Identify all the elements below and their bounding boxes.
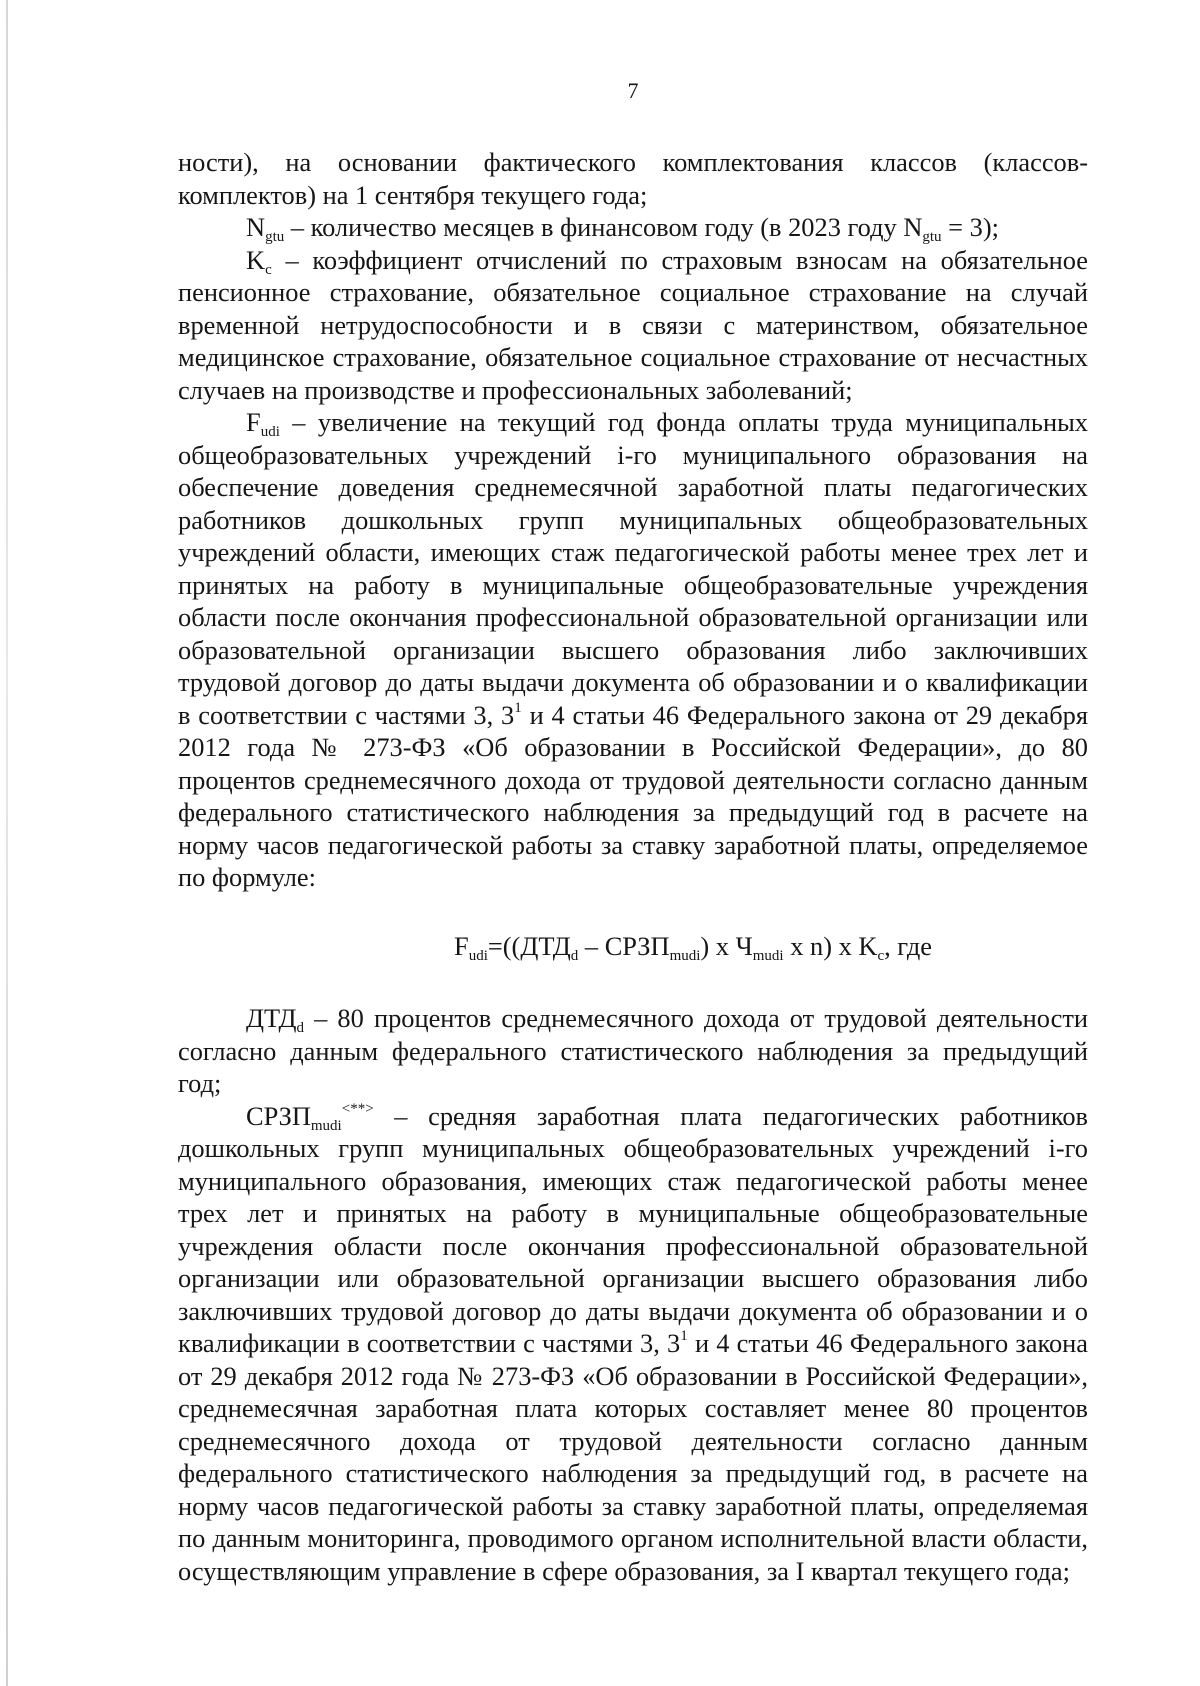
paragraph-continuation: ности), на основании фактического комплектования классов (классов-комплектов) на 1 сентября текущего года; <box>178 147 1088 210</box>
subscript: с <box>877 947 885 964</box>
formula-part: =((ДТД <box>487 930 571 961</box>
paragraph-srzp <box>178 1100 1088 1588</box>
subscript: gtu <box>922 229 942 245</box>
subscript: udi <box>468 947 488 964</box>
subscript: mudi <box>310 1117 342 1134</box>
paragraph-ngtu <box>178 211 1088 244</box>
definition-text: – коэффициент отчислений по страховым взносам на обязательное пенсионное страхование, обязательное социальное страхование на случай временной нетрудоспособности и в связи с материнством, обязательное медицинское страхование, обязательное социальное страхование от несчастных случаев на производстве и профессиональных заболеваний; <box>178 244 1088 405</box>
definition-text: – средняя заработная плата педагогических работников дошкольных групп муниципальных общеобразовательных учреждений i-го муниципального образования, имеющих стаж педагогической работы менее трех лет и принятых на работу в муниципальные общеобразовательные учреждения области после окончания профессиональной образовательной организации или образовательной организации высшего образования либо заключивших трудовой договор до даты выдачи документа об образовании и о квалификации в соответствии с частями 3, 3 <box>178 1100 1088 1358</box>
subscript: mudi <box>752 947 784 964</box>
scan-edge <box>6 0 8 1686</box>
formula-part: х n) х K <box>783 930 878 961</box>
definition-text: – увеличение на текущий год фонда оплаты труда муниципальных общеобразовательных учреждений i-го муниципального образования на обеспечение доведения среднемесячной заработной платы педагогических работников дошкольных групп муниципальных общеобразовательных учреждений области, имеющих стаж педагогической работы менее трех лет и принятых на работу в муниципальные общеобразовательные учреждения области после окончания профессиональной образовательной организации или образовательной организации высшего образования либо заключивших трудовой договор до даты выдачи документа об образовании и о квалификации в соответствии с частями 3, 3 <box>178 407 1088 730</box>
paragraph-fudi <box>178 406 1088 894</box>
document-body <box>178 146 1088 1587</box>
superscript: 1 <box>514 699 522 716</box>
formula-part: ) х Ч <box>700 930 753 961</box>
subscript: с <box>265 261 272 278</box>
formula <box>178 930 1088 963</box>
formula-part: – СРЗП <box>578 930 670 961</box>
formula-part: F <box>454 930 469 961</box>
superscript: 1 <box>680 1328 688 1344</box>
paragraph-dtd <box>178 1002 1088 1100</box>
subscript: d <box>570 947 579 964</box>
subscript: udi <box>260 424 280 440</box>
definition-text: – 80 процентов среднемесячного дохода от трудовой деятельности согласно данным федерального статистического наблюдения за предыдущий год; <box>178 1003 1088 1098</box>
symbol-srzp: СРЗП <box>246 1100 311 1131</box>
definition-text: = 3); <box>941 212 999 242</box>
symbol-dtd: ДТД <box>246 1003 297 1033</box>
symbol-ngtu: N <box>246 212 266 242</box>
definition-text: и 4 статьи 46 Федерального закона от 29 декабря 2012 года № 273-ФЗ «Об образовании в Российской Федерации», до 80 процентов среднемесячного дохода от трудовой деятельности согласно данным федерального статистического наблюдения за предыдущий год в расчете на норму часов педагогической работы за ставку заработной платы, определяемое по формуле: <box>178 699 1088 892</box>
page-number: 7 <box>627 78 639 103</box>
subscript: d <box>296 1020 304 1036</box>
definition-text: и 4 статьи 46 Федерального закона от 29 декабря 2012 года № 273-ФЗ «Об образовании в Российской Федерации», среднемесячная заработная плата которых составляет менее 80 процентов среднемесячного дохода от трудовой деятельности согласно данным федерального статистического наблюдения за предыдущий год, в расчете на норму часов педагогической работы за ставку заработной платы, определяемая по данным мониторинга, проводимого органом исполнительной власти области, осуществляющим управление в сфере образования, за I квартал текущего года; <box>178 1328 1088 1586</box>
paragraph-kc <box>178 244 1088 407</box>
definition-text: – количество месяцев в финансовом году (в 2023 году N <box>284 212 923 242</box>
symbol-kc: K <box>246 244 266 275</box>
subscript: gtu <box>265 229 285 245</box>
superscript: <**> <box>341 1100 374 1117</box>
formula-part: , где <box>884 930 932 961</box>
subscript: mudi <box>669 947 701 964</box>
symbol-fudi: F <box>246 407 261 437</box>
